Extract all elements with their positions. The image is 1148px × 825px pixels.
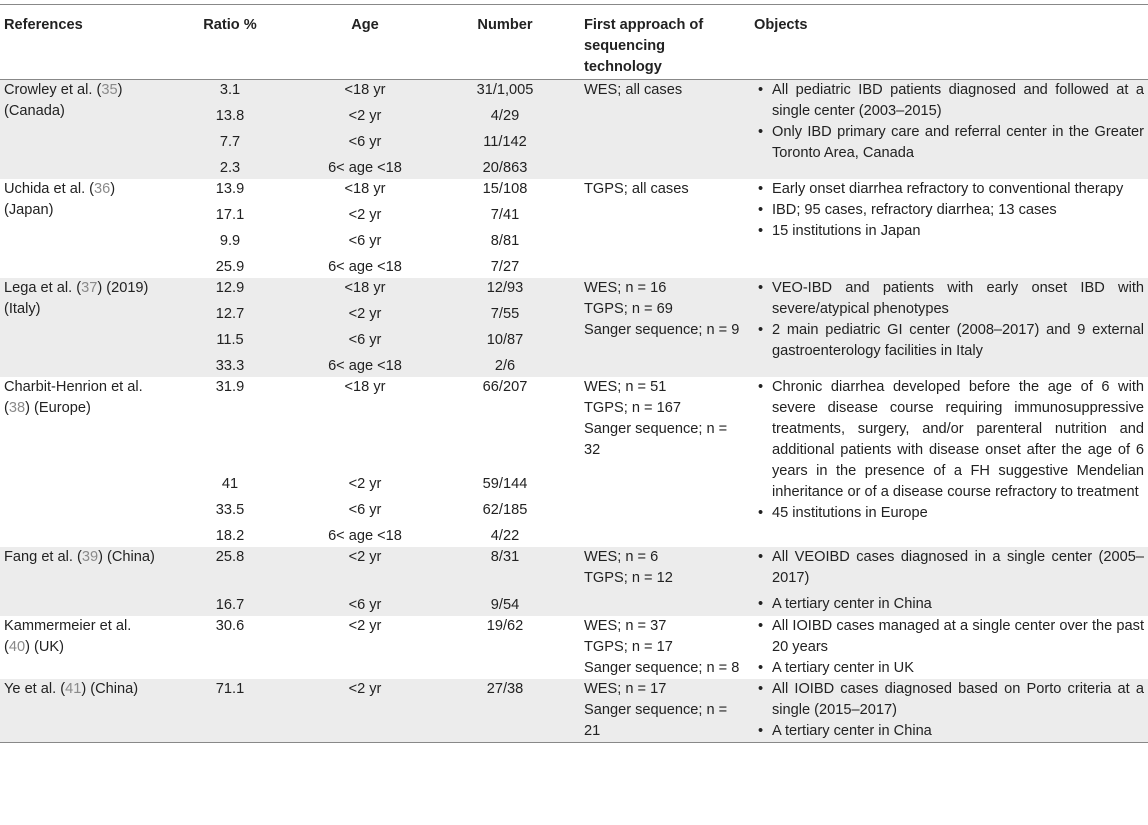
- references-table: [0, 4, 1148, 743]
- number-value: 4/22: [490, 528, 520, 544]
- reference-text: Uchida et al. (: [4, 181, 95, 197]
- reference-text: Kammermeier et al. (: [4, 618, 132, 655]
- age-cell: [300, 547, 430, 616]
- number-cell: [430, 547, 580, 616]
- list-item: • Only IBD primary care and referral center in the Greater Toronto Area, Canada: [754, 122, 1144, 164]
- age-value: <6 yr: [348, 233, 382, 249]
- reference-cell: [0, 278, 160, 377]
- sequencing-text: WES; n = 17: [584, 681, 667, 697]
- list-item: • A tertiary center in China: [754, 721, 1144, 742]
- ratio-value: 25.8: [215, 549, 245, 565]
- header-objects: Objects: [750, 5, 1148, 80]
- number-value: 9/54: [490, 597, 520, 613]
- citation-link[interactable]: 36: [94, 181, 111, 197]
- header-references: References: [0, 5, 160, 80]
- number-value: 31/1,005: [476, 82, 534, 98]
- number-value: 7/27: [490, 259, 520, 275]
- ratio-cell: [160, 679, 300, 743]
- ratio-cell: [160, 547, 300, 616]
- ratio-value: 16.7: [215, 597, 245, 613]
- number-cell: [430, 80, 580, 180]
- citation-link[interactable]: 40: [8, 639, 26, 655]
- ratio-value: 18.2: [215, 528, 245, 544]
- objects-cell: [750, 679, 1148, 743]
- number-cell: [430, 179, 580, 278]
- objects-list: [754, 179, 1144, 242]
- age-cell: [300, 377, 430, 547]
- table-row: [0, 377, 1148, 547]
- list-item: • A tertiary center in China: [754, 594, 1144, 615]
- age-value: <2 yr: [348, 476, 382, 492]
- ratio-value: 13.9: [215, 181, 245, 197]
- number-value: 8/31: [490, 549, 520, 565]
- age-value: <18 yr: [344, 280, 386, 296]
- list-item: • Early onset diarrhea refractory to conventional therapy: [754, 179, 1144, 200]
- number-value: 4/29: [490, 108, 520, 124]
- number-value: 8/81: [490, 233, 520, 249]
- ratio-value: 13.8: [215, 108, 245, 124]
- sequencing-cell: [580, 679, 750, 743]
- sequencing-cell: [580, 616, 750, 679]
- citation-link[interactable]: 37: [81, 280, 98, 296]
- ratio-cell: [160, 80, 300, 180]
- objects-cell: [750, 80, 1148, 180]
- number-value: 10/87: [486, 332, 524, 348]
- table-row: [0, 616, 1148, 679]
- ratio-value: 9.9: [219, 233, 241, 249]
- ratio-value: 3.1: [219, 82, 241, 98]
- number-cell: [430, 278, 580, 377]
- sequencing-text: TGPS; n = 167: [584, 400, 681, 416]
- number-value: 62/185: [482, 502, 528, 518]
- reference-cell: [0, 679, 160, 743]
- ratio-value: 12.9: [215, 280, 245, 296]
- number-value: 15/108: [482, 181, 528, 197]
- header-age: Age: [300, 5, 430, 80]
- reference-text: ) (Canada): [4, 82, 123, 119]
- table-row: [0, 547, 1148, 616]
- citation-link[interactable]: 35: [101, 82, 118, 98]
- ratio-cell: [160, 377, 300, 547]
- list-item: • All pediatric IBD patients diagnosed and followed at a single center (2003–2015): [754, 80, 1144, 122]
- sequencing-text: Sanger sequence; n = 21: [584, 702, 728, 739]
- age-value: <18 yr: [344, 82, 386, 98]
- age-value: <6 yr: [348, 502, 382, 518]
- age-value: 6< age <18: [328, 160, 402, 176]
- list-item: • VEO-IBD and patients with early onset IBD with severe/atypical phenotypes: [754, 278, 1144, 320]
- ratio-value: 33.5: [215, 502, 245, 518]
- objects-cell: [750, 278, 1148, 377]
- sequencing-text: WES; all cases: [584, 82, 683, 98]
- reference-text: ) (China): [98, 549, 155, 565]
- list-item: • A tertiary center in UK: [754, 658, 1144, 679]
- age-value: <6 yr: [348, 597, 382, 613]
- number-value: 27/38: [486, 681, 524, 697]
- reference-cell: [0, 616, 160, 679]
- reference-text: ) (UK): [25, 639, 65, 655]
- list-item: • All IOIBD cases diagnosed based on Porto criteria at a single (2015–2017): [754, 679, 1144, 721]
- header-number: Number: [430, 5, 580, 80]
- table-row: [0, 679, 1148, 743]
- age-cell: [300, 179, 430, 278]
- reference-text: Fang et al. (: [4, 549, 82, 565]
- reference-text: ) (China): [81, 681, 139, 697]
- reference-text: Ye et al. (: [4, 681, 66, 697]
- age-value: <2 yr: [348, 549, 382, 565]
- number-value: 11/142: [483, 134, 527, 150]
- sequencing-text: Sanger sequence; n = 9: [584, 322, 740, 338]
- list-item: • IBD; 95 cases, refractory diarrhea; 13 cases: [754, 200, 1144, 221]
- list-item: • All VEOIBD cases diagnosed in a single center (2005–2017): [754, 547, 1144, 589]
- ratio-value: 17.1: [215, 207, 245, 223]
- number-cell: [430, 616, 580, 679]
- age-value: <2 yr: [348, 108, 382, 124]
- ratio-value: 41: [221, 476, 239, 492]
- sequencing-text: WES; n = 51: [584, 379, 667, 395]
- age-value: <2 yr: [348, 681, 382, 697]
- sequencing-text: Sanger sequence; n = 32: [584, 421, 728, 458]
- sequencing-text: Sanger sequence; n = 8: [584, 660, 740, 676]
- reference-cell: [0, 377, 160, 547]
- reference-text: Charbit-Henrion et al. (: [4, 379, 143, 416]
- citation-link[interactable]: 39: [81, 549, 99, 565]
- ratio-cell: [160, 616, 300, 679]
- table-row: [0, 179, 1148, 278]
- age-value: <2 yr: [348, 207, 382, 223]
- number-value: 20/863: [482, 160, 528, 176]
- citation-link[interactable]: 41: [65, 681, 82, 697]
- table-row: [0, 278, 1148, 377]
- age-value: 6< age <18: [328, 259, 402, 275]
- sequencing-text: TGPS; n = 17: [584, 639, 673, 655]
- sequencing-text: WES; n = 16: [584, 280, 667, 296]
- age-value: <2 yr: [348, 306, 382, 322]
- ratio-cell: [160, 278, 300, 377]
- sequencing-text: TGPS; n = 12: [584, 570, 673, 586]
- objects-cell: [750, 377, 1148, 547]
- age-value: <6 yr: [348, 134, 382, 150]
- header-first-approach: First approach of sequencing technology: [580, 5, 750, 80]
- number-cell: [430, 679, 580, 743]
- number-value: 59/144: [482, 476, 528, 492]
- citation-link[interactable]: 38: [8, 400, 26, 416]
- number-value: 66/207: [482, 379, 528, 395]
- reference-cell: [0, 547, 160, 616]
- header-row: [0, 5, 1148, 80]
- sequencing-cell: [580, 377, 750, 547]
- objects-list: [754, 80, 1144, 164]
- list-item: • 45 institutions in Europe: [754, 503, 1144, 524]
- sequencing-cell: [580, 278, 750, 377]
- reference-text: Lega et al. (: [4, 280, 82, 296]
- ratio-value: 33.3: [215, 358, 245, 374]
- ratio-value: 12.7: [215, 306, 245, 322]
- reference-text: Crowley et al. (: [4, 82, 102, 98]
- objects-cell: [750, 616, 1148, 679]
- objects-cell: [750, 179, 1148, 278]
- sequencing-cell: [580, 179, 750, 278]
- age-value: 6< age <18: [328, 358, 402, 374]
- objects-cell: [750, 547, 1148, 616]
- number-value: 7/41: [490, 207, 520, 223]
- objects-list: [754, 278, 1144, 362]
- age-cell: [300, 616, 430, 679]
- objects-list: [754, 547, 1144, 615]
- header-ratio: Ratio %: [160, 5, 300, 80]
- age-cell: [300, 80, 430, 180]
- ratio-value: 2.3: [219, 160, 241, 176]
- ratio-value: 71.1: [215, 681, 245, 697]
- age-value: <2 yr: [348, 618, 382, 634]
- number-value: 7/55: [490, 306, 520, 322]
- age-cell: [300, 278, 430, 377]
- list-item: • All IOIBD cases managed at a single center over the past 20 years: [754, 616, 1144, 658]
- age-value: <18 yr: [344, 181, 386, 197]
- objects-list: [754, 679, 1144, 742]
- list-item: • 15 institutions in Japan: [754, 221, 1144, 242]
- number-cell: [430, 377, 580, 547]
- number-value: 12/93: [486, 280, 524, 296]
- age-cell: [300, 679, 430, 743]
- sequencing-text: WES; n = 6: [584, 549, 659, 565]
- age-value: 6< age <18: [328, 528, 402, 544]
- ratio-value: 11.5: [216, 332, 244, 348]
- objects-list: [754, 377, 1144, 524]
- ratio-value: 25.9: [215, 259, 245, 275]
- list-item: • Chronic diarrhea developed before the age of 6 with severe disease course requiring immunosuppressive treatments, surgery, and/or parenteral nutrition and additional patients with disease onset after the age of 6 years in the presence of a FH suggestive Mendelian inheritance or of a disease course refractory to treatment: [754, 377, 1144, 503]
- sequencing-cell: [580, 547, 750, 616]
- reference-text: ) (Europe): [25, 400, 91, 416]
- list-item: • 2 main pediatric GI center (2008–2017) and 9 external gastroenterology facilities in Italy: [754, 320, 1144, 362]
- objects-list: [754, 616, 1144, 679]
- sequencing-text: TGPS; all cases: [584, 181, 689, 197]
- ratio-cell: [160, 179, 300, 278]
- age-value: <6 yr: [348, 332, 382, 348]
- reference-text: ) (Japan): [4, 181, 116, 218]
- reference-text: ) (2019) (Italy): [4, 280, 149, 317]
- ratio-value: 30.6: [215, 618, 245, 634]
- sequencing-text: TGPS; n = 69: [584, 301, 673, 317]
- ratio-value: 31.9: [215, 379, 245, 395]
- sequencing-cell: [580, 80, 750, 180]
- reference-cell: [0, 179, 160, 278]
- sequencing-text: WES; n = 37: [584, 618, 667, 634]
- number-value: 19/62: [486, 618, 524, 634]
- table-row: [0, 80, 1148, 180]
- reference-cell: [0, 80, 160, 180]
- number-value: 2/6: [494, 358, 516, 374]
- ratio-value: 7.7: [219, 134, 241, 150]
- age-value: <18 yr: [344, 379, 386, 395]
